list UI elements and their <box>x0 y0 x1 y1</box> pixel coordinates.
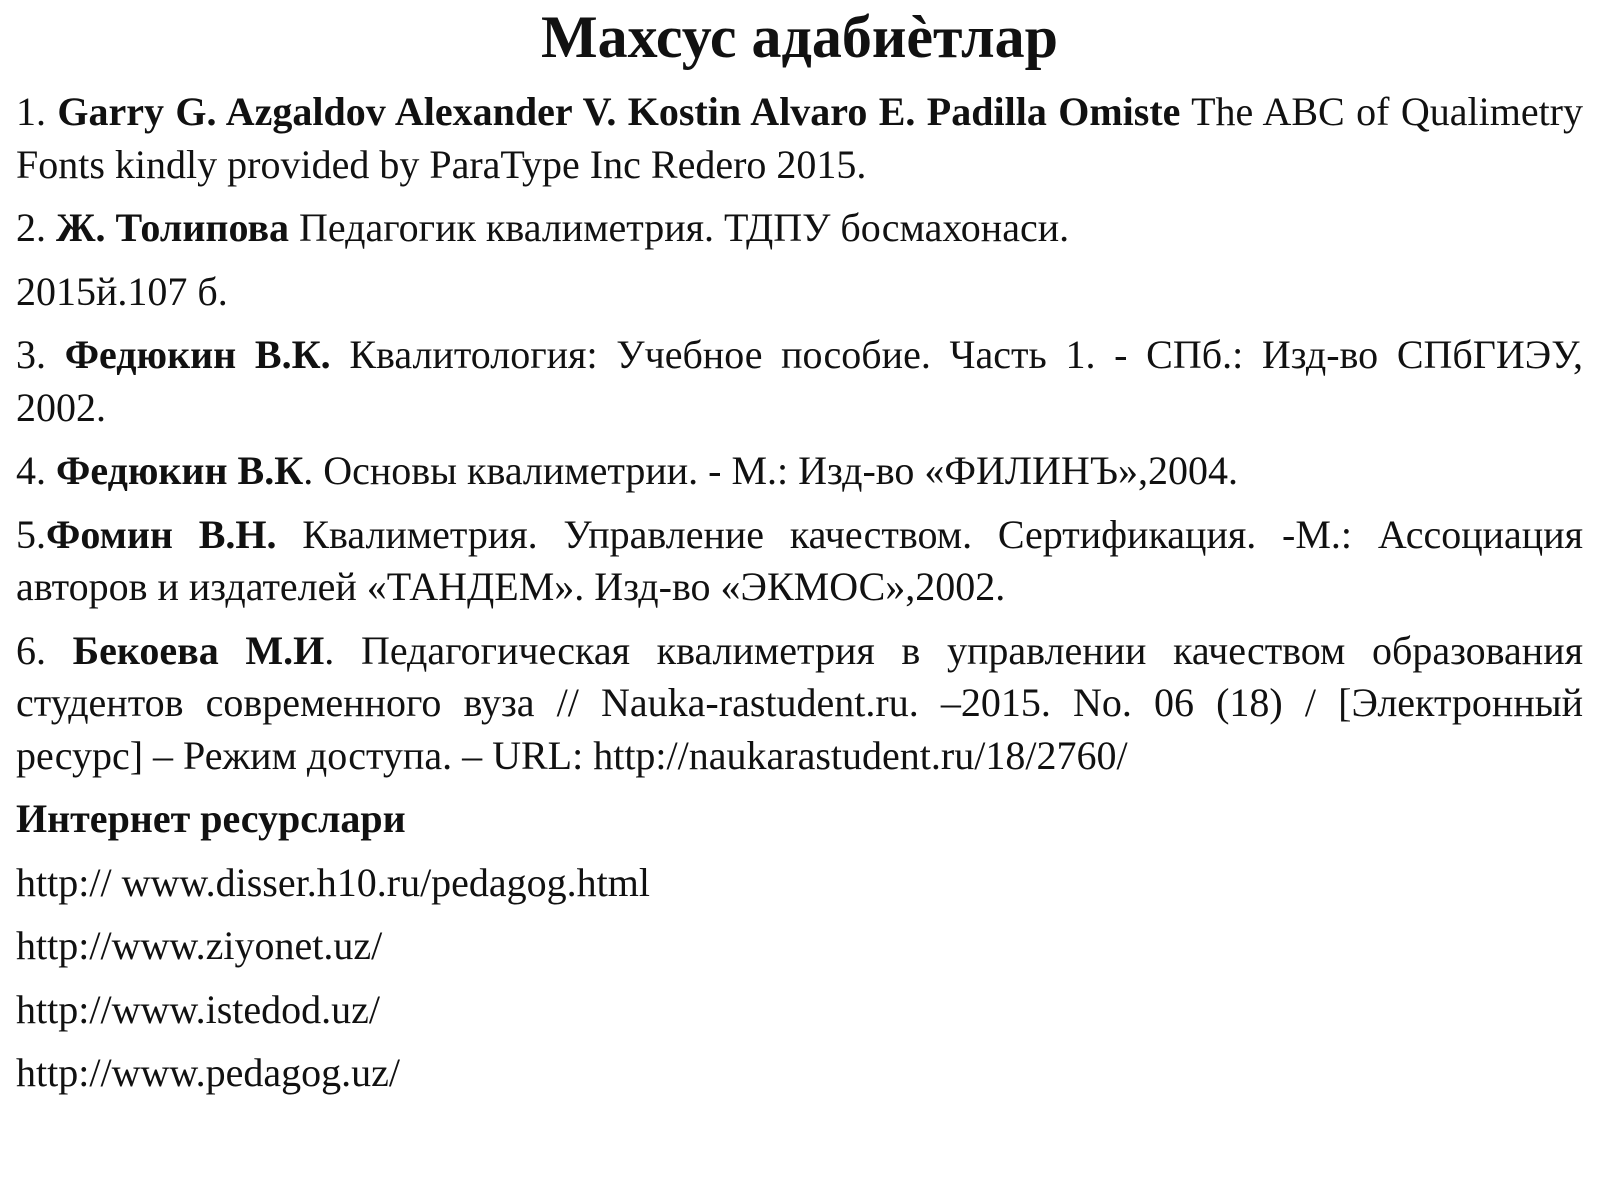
page-title: Махсус адабиѐтлар <box>540 4 1059 70</box>
reference-number: 5. <box>16 511 46 557</box>
reference-text: Педагогик квалиметрия. ТДПУ босмахонаси. <box>289 205 1070 250</box>
reference-text: . Основы квалиметрии. - М.: Изд-во «ФИЛИНЪ»,2004. <box>303 448 1239 493</box>
internet-resources-heading: Интернет ресурслари <box>16 796 406 841</box>
reference-3 <box>16 329 1583 434</box>
reference-authors: Бекоева М.И <box>72 627 325 673</box>
reference-authors: Фомин В.Н. <box>46 511 277 557</box>
internet-link[interactable]: http://www.istedod.uz/ <box>16 986 381 1032</box>
reference-text: Квалиметрия. Управление качеством. Сертификация. -М.: Ассоциация авторов и издателей «ТАНДЕМ». Изд-во «ЭКМОС»,2002. <box>16 511 1583 609</box>
reference-authors: Ж. Толипова <box>56 205 290 250</box>
reference-number: 3. <box>16 332 46 377</box>
reference-authors: Garry G. Azgaldov Alexander V. Kostin Alvaro E. Padilla Omiste <box>57 89 1181 134</box>
internet-link[interactable]: http:// www.disser.h10.ru/pedagog.html <box>16 859 651 905</box>
reference-number: 4. <box>16 448 46 493</box>
document-page <box>16 0 1583 1111</box>
reference-6 <box>16 625 1583 783</box>
reference-number: 6. <box>16 627 46 673</box>
internet-link[interactable]: http://www.ziyonet.uz/ <box>16 923 383 968</box>
reference-authors: Федюкин В.К <box>56 448 304 493</box>
reference-2-continuation: 2015й.107 б. <box>16 268 228 314</box>
reference-5 <box>16 509 1583 614</box>
reference-4 <box>16 445 1583 498</box>
reference-number: 2. <box>16 205 46 250</box>
reference-number: 1. <box>16 89 46 134</box>
reference-text: Квалитология: Учебное пособие. Часть 1. - СПб.: Изд-во СПбГИЭУ, 2002. <box>16 332 1583 430</box>
reference-1 <box>16 86 1583 191</box>
reference-text: . Педагогическая квалиметрия в управлении качеством образования студентов современного вуза // Nauka-rastudent.ru. –2015. No. 06 (18) / [Электронный ресурс] – Режим доступа. – URL: http://naukarastudent.ru/18/2760/ <box>16 627 1583 778</box>
reference-text: The ABC of Qualimetry Fonts kindly provided by ParaType Inc Redero 2015. <box>16 89 1584 187</box>
reference-authors: Федюкин В.К. <box>64 332 331 377</box>
internet-link[interactable]: http://www.pedagog.uz/ <box>16 1050 401 1095</box>
reference-2 <box>16 202 1583 255</box>
